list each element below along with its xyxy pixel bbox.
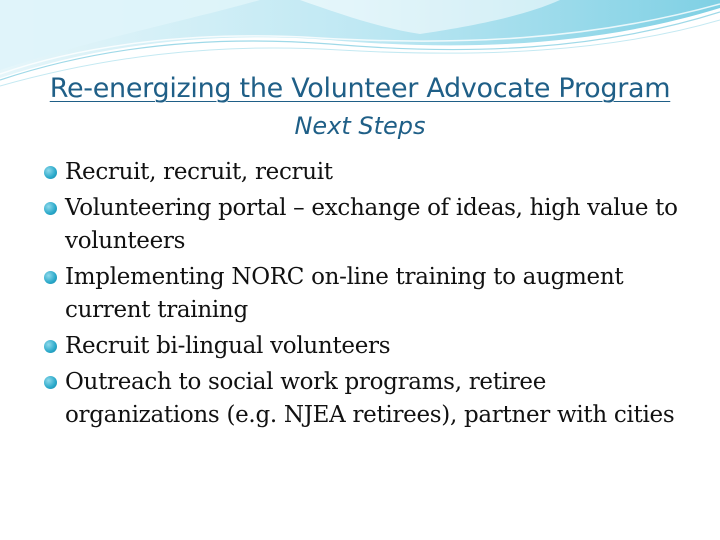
bullet-item: [44, 330, 694, 363]
bullet-dot-icon: [44, 271, 57, 284]
bullet-dot-icon: [44, 166, 57, 179]
bullet-text: Recruit, recruit, recruit: [65, 159, 333, 185]
bullet-dot-icon: [44, 202, 57, 215]
slide-title: [0, 70, 720, 144]
bullet-dot-icon: [44, 376, 57, 389]
bullet-dot-icon: [44, 340, 57, 353]
bullet-text: Volunteering portal – exchange of ideas, high value to volunteers: [65, 195, 678, 254]
bullet-text: Recruit bi-lingual volunteers: [65, 333, 391, 359]
bullet-item: [44, 192, 694, 258]
bullet-text: Implementing NORC on-line training to augment current training: [65, 264, 624, 323]
bullet-item: [44, 261, 694, 327]
title-main: Re-energizing the Volunteer Advocate Program: [49, 73, 671, 104]
bullet-item: [44, 366, 694, 432]
bullet-item: [44, 156, 694, 189]
title-subtitle: Next Steps: [294, 112, 426, 140]
bullet-text: Outreach to social work programs, retiree organizations (e.g. NJEA retirees), partner with cities: [65, 369, 675, 428]
bullet-list: [44, 156, 694, 435]
